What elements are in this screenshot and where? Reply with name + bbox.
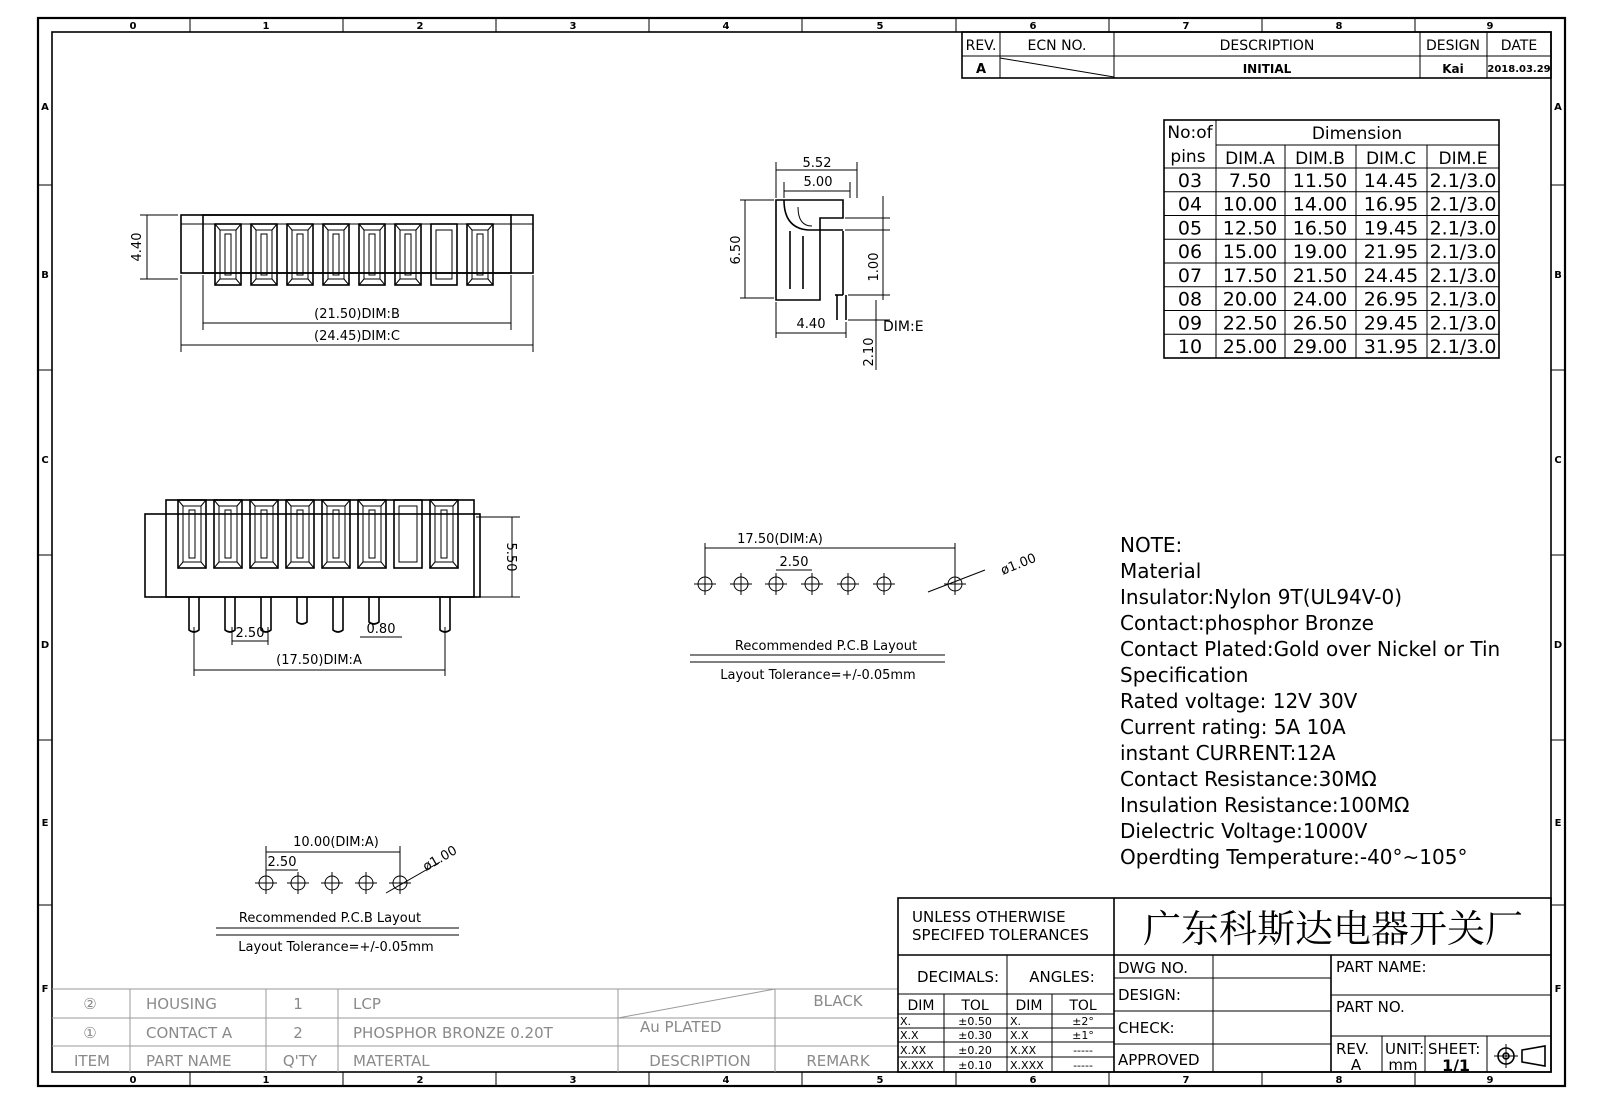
part-name-label: PART NAME: <box>1336 958 1427 976</box>
tolerance-note: SPECIFED TOLERANCES <box>912 926 1089 944</box>
bom-remark: BLACK <box>813 992 863 1010</box>
contact-pin <box>440 597 450 632</box>
table-cell: 2.1/3.0 <box>1429 288 1497 311</box>
contact-frame <box>328 230 344 279</box>
col-header: DIM.A <box>1225 149 1275 169</box>
front-pin-width-dim: 0.80 <box>366 622 396 637</box>
contact-slot <box>395 224 421 285</box>
contact-blade <box>297 234 303 275</box>
contact-blade <box>333 234 339 275</box>
tol-value: ±0.10 <box>958 1059 992 1072</box>
angles-label: ANGLES: <box>1029 968 1095 986</box>
contact-slot <box>251 224 277 285</box>
bom-header-remark: REMARK <box>806 1052 870 1070</box>
table-cell: 29.00 <box>1292 336 1348 358</box>
tol-dim: X.X <box>900 1029 919 1042</box>
row-label-left: B <box>41 270 49 281</box>
contact-blade <box>405 234 411 275</box>
col-header: DIM.E <box>1438 149 1488 169</box>
table-cell: 25.00 <box>1222 336 1278 358</box>
tol-dim: X.XXX <box>1010 1059 1044 1072</box>
bom-item: ② <box>83 995 97 1013</box>
table-cell: 14.45 <box>1363 169 1419 192</box>
pcb-layout-8 <box>690 532 1039 683</box>
bom-header-description: DESCRIPTION <box>649 1052 751 1070</box>
side-view <box>729 156 924 370</box>
top-view <box>130 215 533 352</box>
table-cell: 22.50 <box>1222 312 1278 335</box>
tol-dim: X.XXX <box>900 1059 934 1072</box>
notes-block <box>1120 533 1500 869</box>
contact-frame <box>364 230 380 279</box>
bom-header-part: PART NAME <box>146 1052 232 1070</box>
col-label-bottom: 5 <box>876 1075 884 1086</box>
col-label-top: 1 <box>262 21 270 32</box>
pcb8-hole-dim: ø1.00 <box>998 550 1039 579</box>
table-cell: 15.00 <box>1222 241 1278 263</box>
row-label-left: C <box>41 455 49 466</box>
empty-slot <box>436 230 452 279</box>
table-cell: 03 <box>1177 169 1203 192</box>
description-value: INITIAL <box>1242 62 1292 76</box>
pcb5-tolerance: Layout Tolerance=+/-0.05mm <box>238 940 434 955</box>
contact-slot <box>467 224 493 285</box>
tol-value: ±2° <box>1072 1015 1094 1028</box>
col-label-top: 3 <box>569 21 577 32</box>
tol-dim: X. <box>900 1015 912 1028</box>
contact-pin <box>297 597 307 624</box>
col-label-top: 8 <box>1335 21 1343 32</box>
tol-dim: X. <box>1010 1015 1022 1028</box>
pins-header: No:of <box>1167 123 1213 143</box>
table-cell: 11.50 <box>1292 169 1348 192</box>
note-line: Dielectric Voltage:1000V <box>1120 819 1368 843</box>
row-label-right: F <box>1554 984 1562 995</box>
bom-description: Au PLATED <box>640 1018 722 1036</box>
pcb5-hole-dim: ø1.00 <box>420 843 460 875</box>
col-label-bottom: 4 <box>722 1075 730 1086</box>
design-label: DESIGN: <box>1118 986 1181 1004</box>
note-line: NOTE: <box>1120 533 1183 557</box>
pcb8-tolerance: Layout Tolerance=+/-0.05mm <box>720 668 916 683</box>
ecn-header: ECN NO. <box>1027 38 1087 54</box>
side-base-dim: 4.40 <box>796 317 826 332</box>
contact-pin <box>369 597 379 624</box>
row-label-right: C <box>1554 455 1562 466</box>
bom-material: LCP <box>353 995 381 1013</box>
tol-dim: X.XX <box>900 1044 927 1057</box>
table-cell: 04 <box>1177 193 1203 216</box>
bom-header-qty: Q'TY <box>282 1052 318 1070</box>
tol-value: ±0.20 <box>958 1044 992 1057</box>
tol-value: ±1° <box>1072 1029 1094 1042</box>
bom-table <box>52 989 898 1072</box>
contact-frame <box>292 230 308 279</box>
table-cell: 26.50 <box>1292 312 1348 335</box>
front-dim-a: (17.50)DIM:A <box>276 653 362 668</box>
contact-blade <box>297 510 303 558</box>
contact-pin <box>189 597 199 632</box>
col-label-top: 0 <box>129 21 137 32</box>
pcb8-span-dim: 17.50(DIM:A) <box>737 532 823 547</box>
contact-slot <box>431 224 457 285</box>
bom-qty: 2 <box>293 1024 303 1042</box>
row-label-left: E <box>41 818 49 829</box>
bom-part: CONTACT A <box>146 1024 233 1042</box>
tol-value: ±0.50 <box>958 1015 992 1028</box>
table-cell: 2.1/3.0 <box>1429 312 1497 335</box>
table-cell: 20.00 <box>1222 288 1278 311</box>
unit-label: UNIT: <box>1385 1040 1425 1058</box>
bom-header-item: ITEM <box>73 1052 111 1070</box>
table-cell: 16.50 <box>1292 217 1348 240</box>
row-label-right: B <box>1554 270 1562 281</box>
side-offset-dim: 1.00 <box>867 252 882 282</box>
contact-blade <box>477 234 483 275</box>
pcb5-pitch-dim: 2.50 <box>267 855 297 870</box>
tol-value: ----- <box>1073 1044 1093 1057</box>
row-label-right: D <box>1553 640 1563 651</box>
note-line: Operdting Temperature:-40°~105° <box>1120 845 1468 869</box>
dim-b-label: (21.50)DIM:B <box>314 307 400 322</box>
note-line: Contact Plated:Gold over Nickel or Tin <box>1120 637 1501 661</box>
pcb8-title: Recommended P.C.B Layout <box>734 639 918 654</box>
tol-header: TOL <box>1069 998 1097 1014</box>
designer-value: Kai <box>1442 62 1464 76</box>
note-line: instant CURRENT:12A <box>1120 741 1336 765</box>
contact-slot <box>359 224 385 285</box>
contact-blade <box>441 510 447 558</box>
side-height-dim: 6.50 <box>729 235 744 265</box>
projection-symbol-icon <box>1494 1044 1545 1068</box>
tol-dim: X.XX <box>1010 1044 1037 1057</box>
contact-blade <box>261 234 267 275</box>
side-pin-dim: 2.10 <box>862 337 877 367</box>
rev-value: A <box>1350 1056 1362 1074</box>
company-name: 广东科斯达电器开关厂 <box>1142 907 1524 951</box>
col-header: DIM.C <box>1365 149 1417 169</box>
contact-slot <box>287 224 313 285</box>
col-label-bottom: 2 <box>416 1075 424 1086</box>
dim-c-label: (24.45)DIM:C <box>314 329 400 344</box>
table-cell: 12.50 <box>1222 217 1278 240</box>
front-view <box>145 500 520 676</box>
rev-header: REV. <box>965 38 997 54</box>
tol-header: TOL <box>961 998 989 1014</box>
contact-frame <box>400 230 416 279</box>
decimals-label: DECIMALS: <box>916 968 1000 986</box>
table-cell: 2.1/3.0 <box>1429 193 1497 216</box>
table-cell: 19.00 <box>1292 241 1348 263</box>
pcb5-title: Recommended P.C.B Layout <box>238 911 422 926</box>
contact-slot <box>323 224 349 285</box>
description-header: DESCRIPTION <box>1219 38 1315 54</box>
table-cell: 21.95 <box>1363 241 1419 263</box>
table-cell: 08 <box>1177 288 1203 311</box>
contact-pin <box>333 597 343 632</box>
contact-blade <box>369 510 375 558</box>
revision-block <box>962 32 1551 78</box>
side-w1-dim: 5.52 <box>802 156 832 171</box>
table-cell: 29.45 <box>1363 312 1419 335</box>
col-label-bottom: 0 <box>129 1075 137 1086</box>
dimension-group-header: Dimension <box>1311 124 1403 144</box>
table-cell: 31.95 <box>1363 336 1419 358</box>
col-label-bottom: 8 <box>1335 1075 1343 1086</box>
table-cell: 19.45 <box>1363 217 1419 240</box>
row-label-left: F <box>41 984 49 995</box>
row-label-right: E <box>1554 818 1562 829</box>
col-label-top: 2 <box>416 21 424 32</box>
table-cell: 2.1/3.0 <box>1429 336 1497 358</box>
tolerance-note: UNLESS OTHERWISE <box>912 908 1066 926</box>
dim-e-label: DIM:E <box>883 319 924 335</box>
tol-value: ----- <box>1073 1059 1093 1072</box>
note-line: Insulation Resistance:100MΩ <box>1120 793 1410 817</box>
contact-blade <box>225 510 231 558</box>
col-label-bottom: 7 <box>1182 1075 1190 1086</box>
col-label-top: 5 <box>876 21 884 32</box>
dimension-table <box>1164 120 1499 358</box>
col-label-bottom: 3 <box>569 1075 577 1086</box>
table-cell: 14.00 <box>1292 193 1348 216</box>
row-label-left: D <box>40 640 50 651</box>
contact-blade <box>261 510 267 558</box>
note-line: Specification <box>1120 663 1249 687</box>
col-label-bottom: 1 <box>262 1075 270 1086</box>
table-cell: 10 <box>1177 336 1203 358</box>
contact-blade <box>369 234 375 275</box>
unit-value: mm <box>1388 1056 1418 1074</box>
table-cell: 2.1/3.0 <box>1429 169 1497 192</box>
table-cell: 06 <box>1177 241 1203 263</box>
note-line: Contact:phosphor Bronze <box>1120 611 1374 635</box>
contact-blade <box>189 510 195 558</box>
front-height-dim: 5.50 <box>503 542 518 572</box>
table-cell: 26.95 <box>1363 288 1419 311</box>
table-cell: 7.50 <box>1228 169 1272 192</box>
note-line: Material <box>1120 559 1202 583</box>
table-cell: 24.45 <box>1363 264 1419 287</box>
col-header: DIM.B <box>1295 149 1345 169</box>
col-label-top: 4 <box>722 21 730 32</box>
rev-label: REV. <box>1336 1040 1369 1058</box>
table-cell: 2.1/3.0 <box>1429 241 1497 263</box>
note-line: Rated voltage: 12V 30V <box>1120 689 1358 713</box>
contact-blade <box>225 234 231 275</box>
contact-slot <box>394 500 422 568</box>
bom-part: HOUSING <box>146 995 217 1013</box>
col-label-top: 6 <box>1029 21 1037 32</box>
tol-dim: X.X <box>1010 1029 1029 1042</box>
bom-header-material: MATERTAL <box>353 1052 430 1070</box>
title-block <box>898 898 1551 1075</box>
col-label-top: 9 <box>1486 21 1494 32</box>
table-cell: 16.95 <box>1363 193 1419 216</box>
row-label-left: A <box>41 102 49 113</box>
bom-material: PHOSPHOR BRONZE 0.20T <box>353 1024 553 1042</box>
contact-frame <box>256 230 272 279</box>
table-cell: 07 <box>1177 264 1203 287</box>
tol-value: ±0.30 <box>958 1029 992 1042</box>
date-value: 2018.03.29 <box>1487 64 1551 75</box>
pcb8-pitch-dim: 2.50 <box>779 555 809 570</box>
pcb-layout-5 <box>216 835 460 955</box>
part-no-label: PART NO. <box>1336 998 1405 1016</box>
note-line: Insulator:Nylon 9T(UL94V-0) <box>1120 585 1403 609</box>
sheet-value: 1/1 <box>1441 1056 1471 1075</box>
bom-qty: 1 <box>293 995 303 1013</box>
check-label: CHECK: <box>1118 1019 1175 1037</box>
bom-item: ① <box>83 1024 97 1042</box>
table-cell: 24.00 <box>1292 288 1348 311</box>
note-line: Contact Resistance:30MΩ <box>1120 767 1377 791</box>
col-label-top: 7 <box>1182 21 1190 32</box>
table-cell: 10.00 <box>1222 193 1278 216</box>
design-header: DESIGN <box>1426 38 1480 54</box>
pins-header: pins <box>1170 147 1206 167</box>
contact-slot <box>215 224 241 285</box>
table-cell: 09 <box>1177 312 1203 335</box>
date-header: DATE <box>1500 38 1538 54</box>
contact-frame <box>220 230 236 279</box>
side-w2-dim: 5.00 <box>803 175 833 190</box>
table-cell: 05 <box>1177 217 1203 240</box>
contact-pin <box>225 597 235 632</box>
dim-header: DIM <box>1015 998 1043 1014</box>
table-cell: 17.50 <box>1222 264 1278 287</box>
table-cell: 2.1/3.0 <box>1429 264 1497 287</box>
note-line: Current rating: 5A 10A <box>1120 715 1346 739</box>
front-pitch-dim: 2.50 <box>235 626 265 641</box>
row-label-right: A <box>1554 102 1562 113</box>
table-cell: 21.50 <box>1292 264 1348 287</box>
pcb5-span-dim: 10.00(DIM:A) <box>293 835 379 850</box>
table-cell: 2.1/3.0 <box>1429 217 1497 240</box>
rev-value: A <box>975 62 987 77</box>
dwg-no-label: DWG NO. <box>1118 959 1188 977</box>
col-label-bottom: 9 <box>1486 1075 1494 1086</box>
contact-frame <box>472 230 488 279</box>
sheet-label: SHEET: <box>1428 1040 1481 1058</box>
top-height-dim: 4.40 <box>130 232 145 262</box>
contact-blade <box>333 510 339 558</box>
dim-header: DIM <box>907 998 935 1014</box>
approved-label: APPROVED <box>1118 1051 1200 1069</box>
col-label-bottom: 6 <box>1029 1075 1037 1086</box>
